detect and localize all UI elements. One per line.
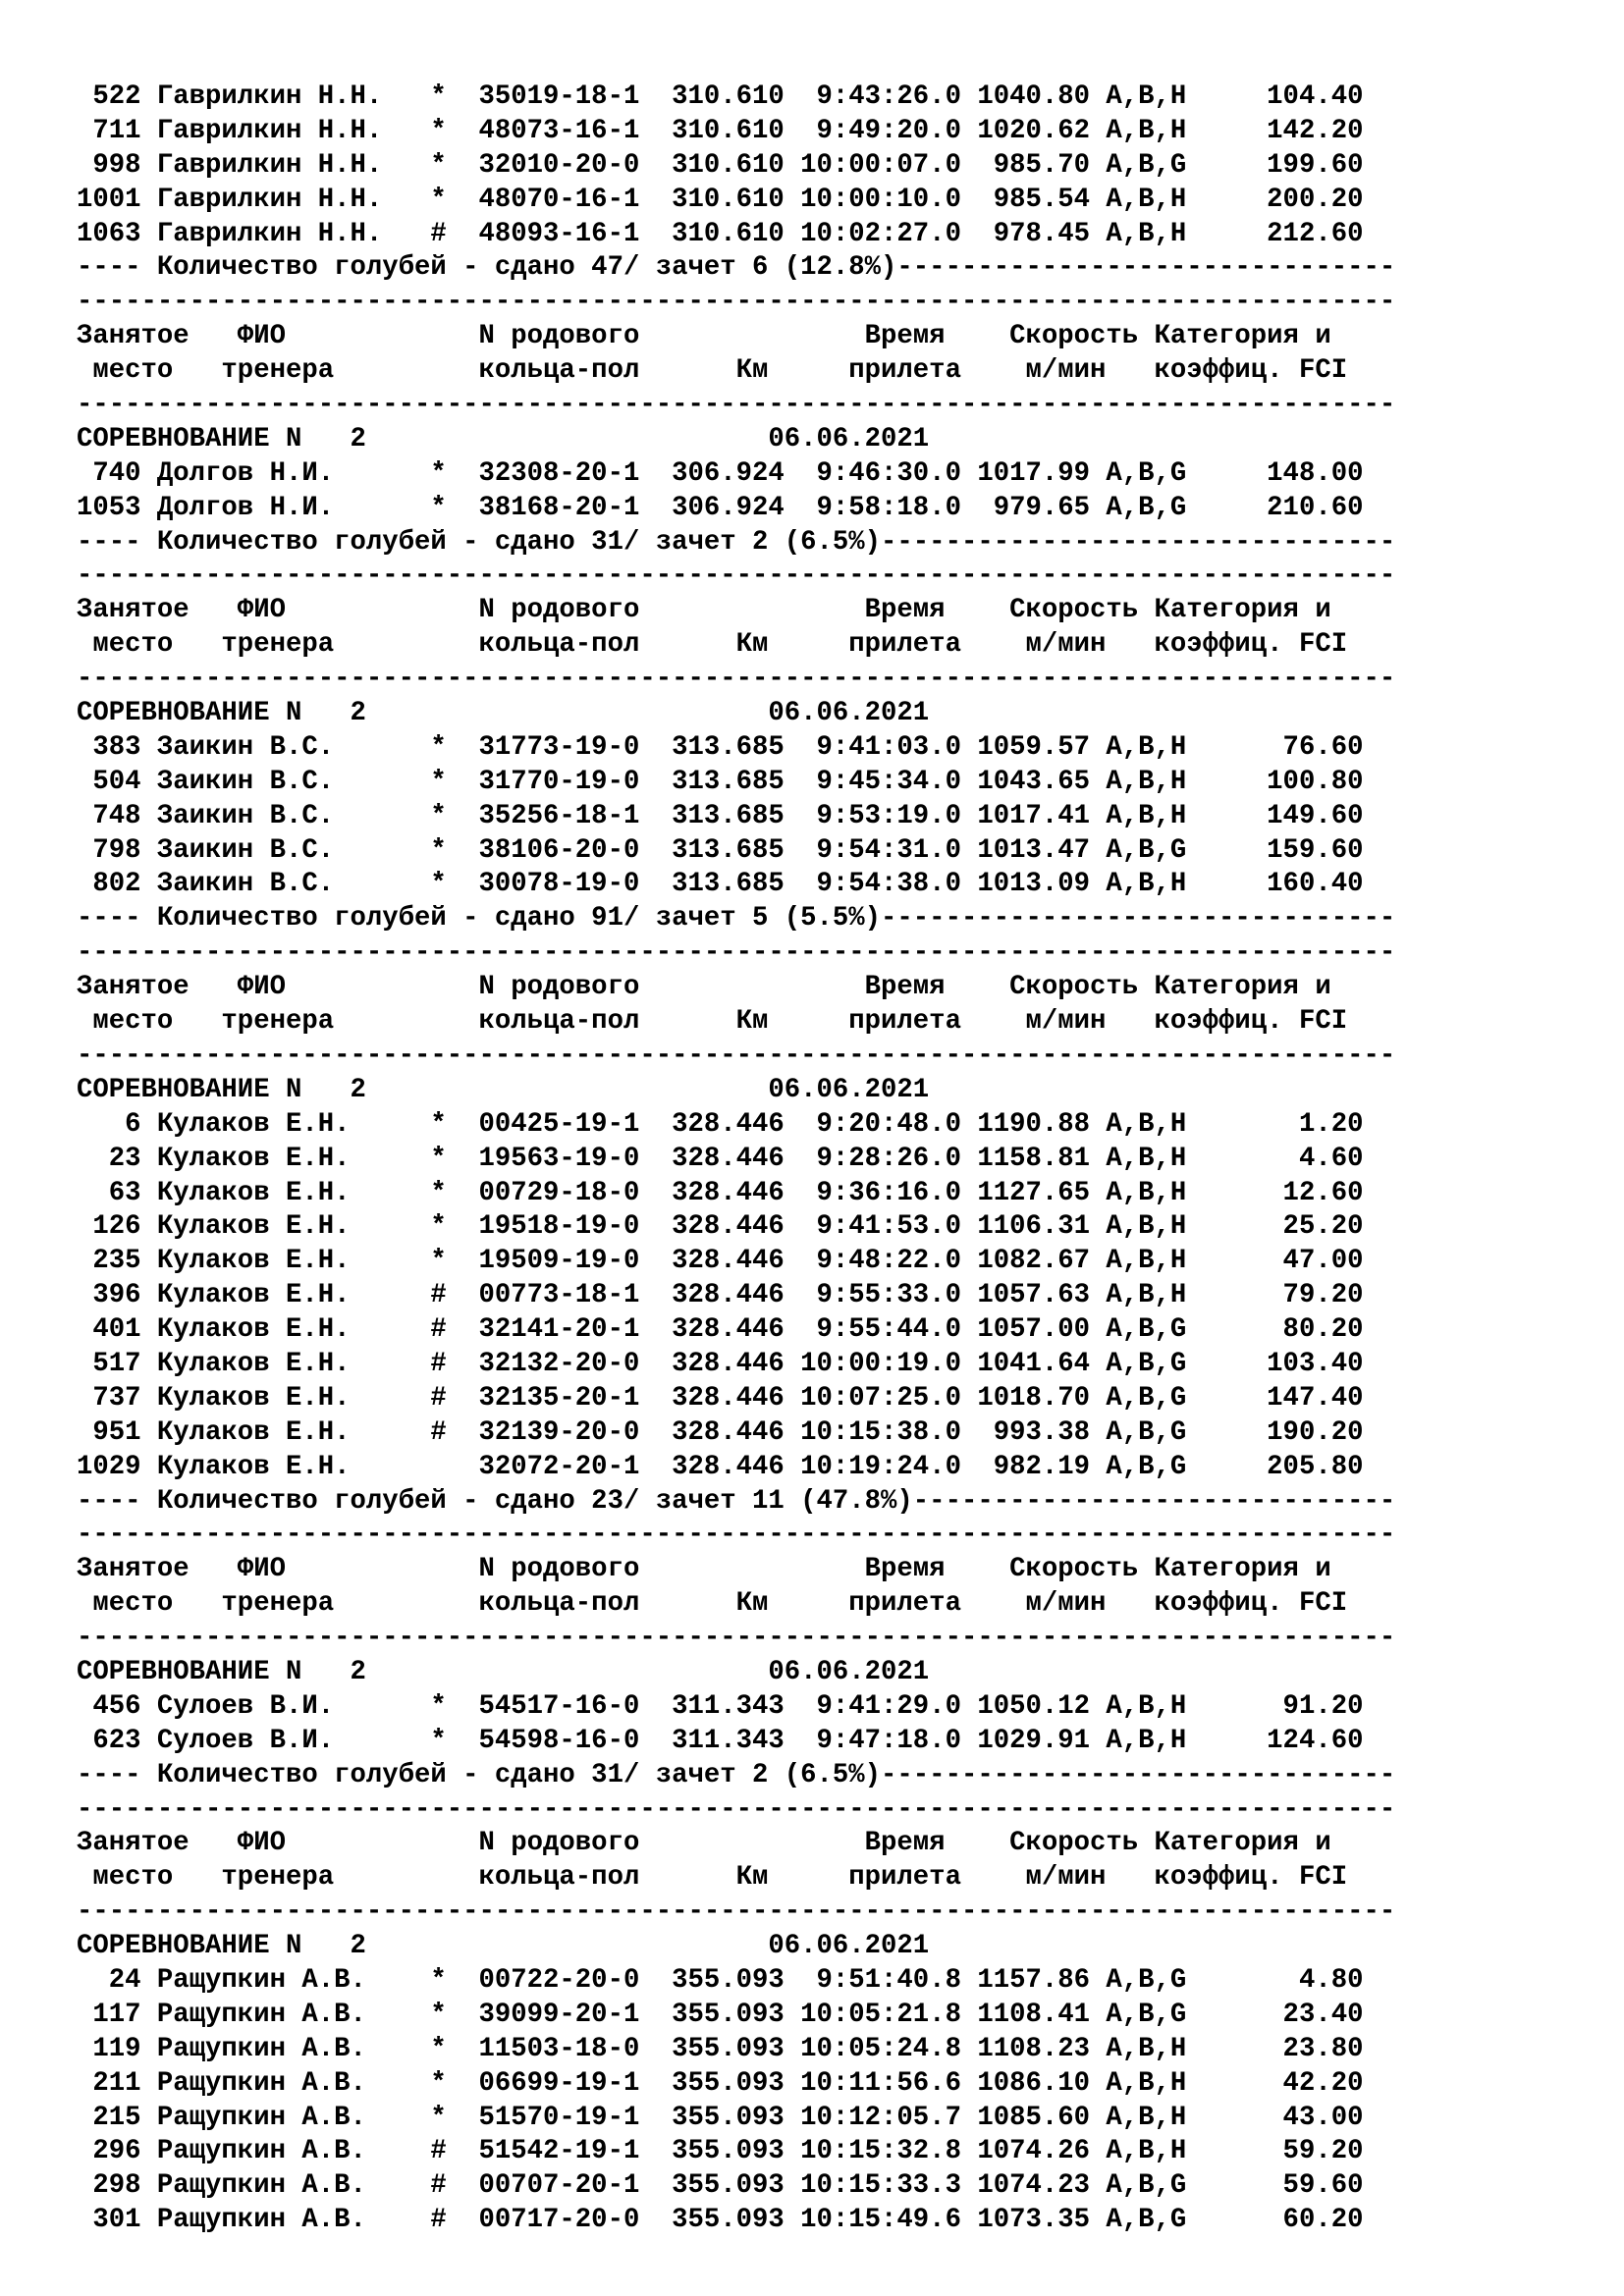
competition-line: СОРЕВНОВАНИЕ N 2 06.06.2021 (77, 698, 930, 729)
result-row: 1063 Гаврилкин Н.Н. # 48093-16-1 310.610 10:02:27.0 978.45 A,B,H 212.60 (77, 218, 1364, 249)
summary-line: ---- Количество голубей - сдано 31/ зачет 2 (6.5%)-------------------------------- (77, 526, 1396, 558)
divider: ---------------------------------------------------------------------------------- (77, 1623, 1396, 1654)
table-header-line2: место тренера кольца-пол Км прилета м/мин коэффиц. FCI (77, 1862, 1348, 1894)
table-header-line2: место тренера кольца-пол Км прилета м/мин коэффиц. FCI (77, 1588, 1348, 1620)
result-row: 383 Заикин В.С. * 31773-19-0 313.685 9:41:03.0 1059.57 A,B,H 76.60 (77, 731, 1364, 763)
result-row: 748 Заикин В.С. * 35256-18-1 313.685 9:53:19.0 1017.41 A,B,H 149.60 (77, 800, 1364, 831)
result-row: 24 Ращупкин А.В. * 00722-20-0 355.093 9:51:40.8 1157.86 A,B,G 4.80 (77, 1964, 1364, 1996)
result-row: 6 Кулаков Е.Н. * 00425-19-1 328.446 9:20:48.0 1190.88 A,B,H 1.20 (77, 1108, 1364, 1140)
result-row: 998 Гаврилкин Н.Н. * 32010-20-0 310.610 10:00:07.0 985.70 A,B,G 199.60 (77, 149, 1364, 181)
summary-line: ---- Количество голубей - сдано 23/ зачет 11 (47.8%)------------------------------ (77, 1485, 1396, 1517)
results-document (77, 80, 1549, 2238)
table-header-line1: Занятое ФИО N родового Время Скорость Категория и (77, 1554, 1331, 1585)
result-row: 798 Заикин В.С. * 38106-20-0 313.685 9:54:31.0 1013.47 A,B,G 159.60 (77, 834, 1364, 866)
result-row: 396 Кулаков Е.Н. # 00773-18-1 328.446 9:55:33.0 1057.63 A,B,H 79.20 (77, 1280, 1364, 1311)
result-row: 298 Ращупкин А.В. # 00707-20-1 355.093 10:15:33.3 1074.23 A,B,G 59.60 (77, 2170, 1364, 2202)
competition-line: СОРЕВНОВАНИЕ N 2 06.06.2021 (77, 423, 930, 454)
result-row: 1001 Гаврилкин Н.Н. * 48070-16-1 310.610 10:00:10.0 985.54 A,B,H 200.20 (77, 184, 1364, 215)
table-header-line2: место тренера кольца-пол Км прилета м/мин коэффиц. FCI (77, 355, 1348, 387)
divider: ---------------------------------------------------------------------------------- (77, 664, 1396, 695)
result-row: 23 Кулаков Е.Н. * 19563-19-0 328.446 9:28:26.0 1158.81 A,B,H 4.60 (77, 1143, 1364, 1174)
summary-line: ---- Количество голубей - сдано 91/ зачет 5 (5.5%)-------------------------------- (77, 903, 1396, 934)
table-header-line1: Занятое ФИО N родового Время Скорость Категория и (77, 1828, 1331, 1859)
divider: ---------------------------------------------------------------------------------- (77, 390, 1396, 421)
result-row: 235 Кулаков Е.Н. * 19509-19-0 328.446 9:48:22.0 1082.67 A,B,H 47.00 (77, 1246, 1364, 1277)
result-row: 126 Кулаков Е.Н. * 19518-19-0 328.446 9:41:53.0 1106.31 A,B,H 25.20 (77, 1211, 1364, 1243)
result-row: 456 Сулоев В.И. * 54517-16-0 311.343 9:41:29.0 1050.12 A,B,H 91.20 (77, 1690, 1364, 1722)
competition-line: СОРЕВНОВАНИЕ N 2 06.06.2021 (77, 1931, 930, 1962)
result-row: 740 Долгов Н.И. * 32308-20-1 306.924 9:46:30.0 1017.99 A,B,G 148.00 (77, 457, 1364, 489)
summary-line: ---- Количество голубей - сдано 47/ зачет 6 (12.8%)------------------------------- (77, 252, 1396, 284)
table-header-line2: место тренера кольца-пол Км прилета м/мин коэффиц. FCI (77, 629, 1348, 661)
result-row: 401 Кулаков Е.Н. # 32141-20-1 328.446 9:55:44.0 1057.00 A,B,G 80.20 (77, 1314, 1364, 1346)
divider: ---------------------------------------------------------------------------------- (77, 1520, 1396, 1551)
divider: ---------------------------------------------------------------------------------- (77, 287, 1396, 318)
divider: ---------------------------------------------------------------------------------- (77, 1896, 1396, 1928)
result-row: 1029 Кулаков Е.Н. 32072-20-1 328.446 10:19:24.0 982.19 A,B,G 205.80 (77, 1451, 1364, 1482)
result-row: 802 Заикин В.С. * 30078-19-0 313.685 9:54:38.0 1013.09 A,B,H 160.40 (77, 869, 1364, 900)
table-header-line1: Занятое ФИО N родового Время Скорость Категория и (77, 595, 1331, 626)
result-row: 711 Гаврилкин Н.Н. * 48073-16-1 310.610 9:49:20.0 1020.62 A,B,H 142.20 (77, 115, 1364, 146)
result-row: 504 Заикин В.С. * 31770-19-0 313.685 9:45:34.0 1043.65 A,B,H 100.80 (77, 766, 1364, 797)
result-row: 301 Ращупкин А.В. # 00717-20-0 355.093 10:15:49.6 1073.35 A,B,G 60.20 (77, 2205, 1364, 2236)
result-row: 951 Кулаков Е.Н. # 32139-20-0 328.446 10:15:38.0 993.38 A,B,G 190.20 (77, 1416, 1364, 1448)
table-header-line2: место тренера кольца-пол Км прилета м/мин коэффиц. FCI (77, 1006, 1348, 1038)
result-row: 623 Сулоев В.И. * 54598-16-0 311.343 9:47:18.0 1029.91 A,B,H 124.60 (77, 1725, 1364, 1756)
result-row: 211 Ращупкин А.В. * 06699-19-1 355.093 10:11:56.6 1086.10 A,B,H 42.20 (77, 2067, 1364, 2099)
result-row: 737 Кулаков Е.Н. # 32135-20-1 328.446 10:07:25.0 1018.70 A,B,G 147.40 (77, 1382, 1364, 1414)
summary-line: ---- Количество голубей - сдано 31/ зачет 2 (6.5%)-------------------------------- (77, 1759, 1396, 1790)
result-row: 296 Ращупкин А.В. # 51542-19-1 355.093 10:15:32.8 1074.26 A,B,H 59.20 (77, 2136, 1364, 2167)
table-header-line1: Занятое ФИО N родового Время Скорость Категория и (77, 321, 1331, 352)
divider: ---------------------------------------------------------------------------------- (77, 561, 1396, 592)
result-row: 119 Ращупкин А.В. * 11503-18-0 355.093 10:05:24.8 1108.23 A,B,H 23.80 (77, 2033, 1364, 2064)
table-header-line1: Занятое ФИО N родового Время Скорость Категория и (77, 972, 1331, 1003)
result-row: 215 Ращупкин А.В. * 51570-19-1 355.093 10:12:05.7 1085.60 A,B,H 43.00 (77, 2102, 1364, 2133)
result-row: 1053 Долгов Н.И. * 38168-20-1 306.924 9:58:18.0 979.65 A,B,G 210.60 (77, 492, 1364, 523)
result-row: 117 Ращупкин А.В. * 39099-20-1 355.093 10:05:21.8 1108.41 A,B,G 23.40 (77, 1999, 1364, 2030)
result-row: 517 Кулаков Е.Н. # 32132-20-0 328.446 10:00:19.0 1041.64 A,B,G 103.40 (77, 1348, 1364, 1379)
competition-line: СОРЕВНОВАНИЕ N 2 06.06.2021 (77, 1074, 930, 1105)
divider: ---------------------------------------------------------------------------------- (77, 1793, 1396, 1825)
result-row: 63 Кулаков Е.Н. * 00729-18-0 328.446 9:36:16.0 1127.65 A,B,H 12.60 (77, 1177, 1364, 1208)
divider: ---------------------------------------------------------------------------------- (77, 1040, 1396, 1071)
competition-line: СОРЕВНОВАНИЕ N 2 06.06.2021 (77, 1656, 930, 1687)
divider: ---------------------------------------------------------------------------------- (77, 937, 1396, 969)
result-row: 522 Гаврилкин Н.Н. * 35019-18-1 310.610 9:43:26.0 1040.80 A,B,H 104.40 (77, 81, 1364, 112)
